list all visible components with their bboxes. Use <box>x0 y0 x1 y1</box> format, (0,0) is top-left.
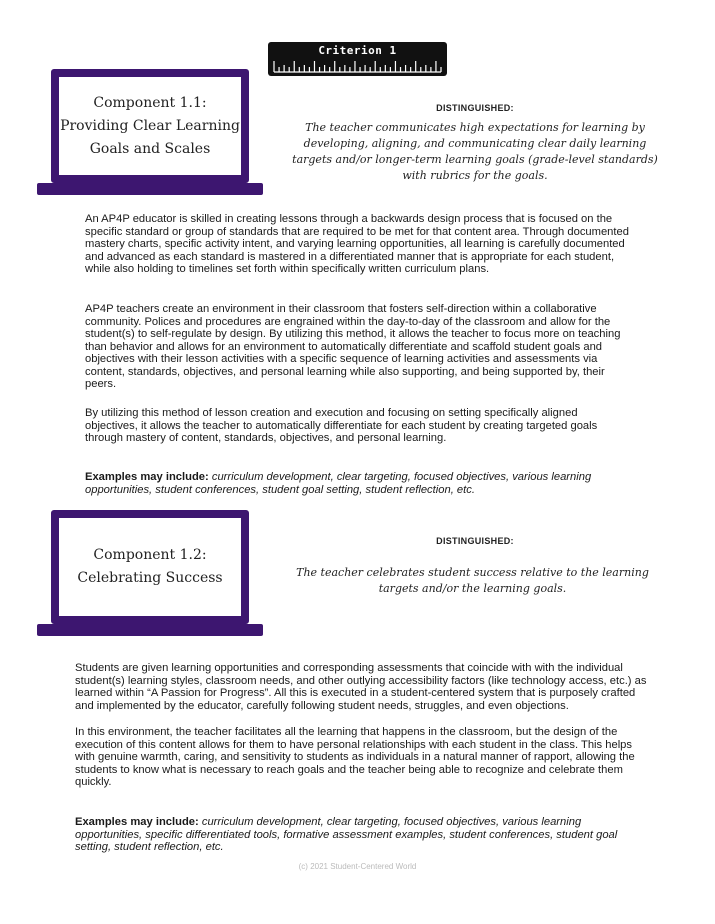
component-1-1-paragraph-2: AP4P teachers create an environment in their classroom that fosters self-direction within a collaborative community. Polices and procedures are engrained within the day-to-day of the classroom and allow for the student(s) to self-regulate by design. By utilizing this method, it allows the teacher to focus more on teaching than behavior and allows for an environment to automatically differentiate and scaffold student goals and objectives with their lesson activities with a specific sequence of learning activities and assessments via content, standards, objectives, and personal learning while also supporting, and being supported by, their peers. <box>85 303 621 390</box>
component-1-2-laptop <box>37 510 263 636</box>
component-1-2-title-line2: Celebrating Success <box>77 570 223 586</box>
component-1-1-title-line2: Providing Clear Learning <box>60 117 240 134</box>
component-1-1-paragraph-1: An AP4P educator is skilled in creating lessons through a backwards design process that is focused on the specific standard or group of standards that are required to be met for that content area. Through documented mastery charts, specific activity intent, and varying learning opportunities, all learning is carefully documented and advanced as each standard is mastered in a differentiated manner that is appropriate for each student, while also holding to timelines set forth within specifically written curriculum plans. <box>85 213 629 275</box>
component-1-1-examples <box>85 471 630 496</box>
component-1-2-screen <box>51 510 249 624</box>
examples-text: curriculum development, clear targeting, focused objectives, various learning opportunities, student conferences, student goal setting, student reflection, etc. <box>85 471 592 496</box>
examples-label: Examples may include: <box>75 816 199 828</box>
component-1-1-screen <box>51 69 249 183</box>
component-1-2-paragraph-1: Students are given learning opportunities and corresponding assessments that coincide with with the individual student(s) learning styles, classroom needs, and other outlying accessibility factors (like technology access, etc.) as learned within “A Passion for Progress”. All this is executed in a student-centered system that is purposely crafted and implemented by the educator, carefully following student needs, struggles, and even objections. <box>75 662 647 712</box>
component-1-2-level-label: DISTINGUISHED: <box>436 536 514 546</box>
laptop-base <box>37 183 263 195</box>
examples-text: curriculum development, clear targeting, focused objectives, various learning opportunities, specific differentiated tools, formative assessment examples, student conferences, student goal setting, student reflection, etc. <box>75 816 618 853</box>
component-1-1-level-text: The teacher communicates high expectations for learning by developing, aligning, and communicating clear daily learning targets and/or longer-term learning goals (grade-level standards) with rubrics for the goals. <box>292 121 658 182</box>
laptop-base <box>37 624 263 636</box>
component-1-1-title <box>60 92 240 161</box>
examples-label: Examples may include: <box>85 471 209 483</box>
component-1-2-examples <box>75 816 647 854</box>
component-1-2-title-line1: Component 1.2: <box>93 547 207 563</box>
copyright-footer: (c) 2021 Student-Centered World <box>298 862 417 871</box>
component-1-2-level-text: The teacher celebrates student success relative to the learning targets and/or the learning goals. <box>296 566 649 595</box>
component-1-1-level-label: DISTINGUISHED: <box>436 103 514 113</box>
component-1-1-title-line1: Component 1.1: <box>93 94 207 111</box>
component-1-2-title <box>77 544 222 590</box>
component-1-1-laptop <box>37 69 263 195</box>
component-1-1-title-line3: Goals and Scales <box>89 140 211 157</box>
component-1-2-paragraph-2: In this environment, the teacher facilitates all the learning that happens in the classroom, but the design of the execution of this content allows for them to have personal relationships with each student in the class. This helps with genuine warmth, caring, and sensitivity to students as individuals in a natural manner of rapport, allowing the students to know what is necessary to reach goals and the teacher being able to recognize and celebrate them quickly. <box>75 726 635 788</box>
criterion-ruler-badge <box>268 42 447 76</box>
ruler-ticks-icon <box>268 42 447 76</box>
criterion-title: Criterion 1 <box>318 44 397 57</box>
component-1-1-paragraph-3: By utilizing this method of lesson creation and execution and focusing on setting specifically aligned objectives, it allows the teacher to automatically differentiate for each student by creating targeted goals through mastery of content, standards, objectives, and personal learning. <box>85 407 598 444</box>
